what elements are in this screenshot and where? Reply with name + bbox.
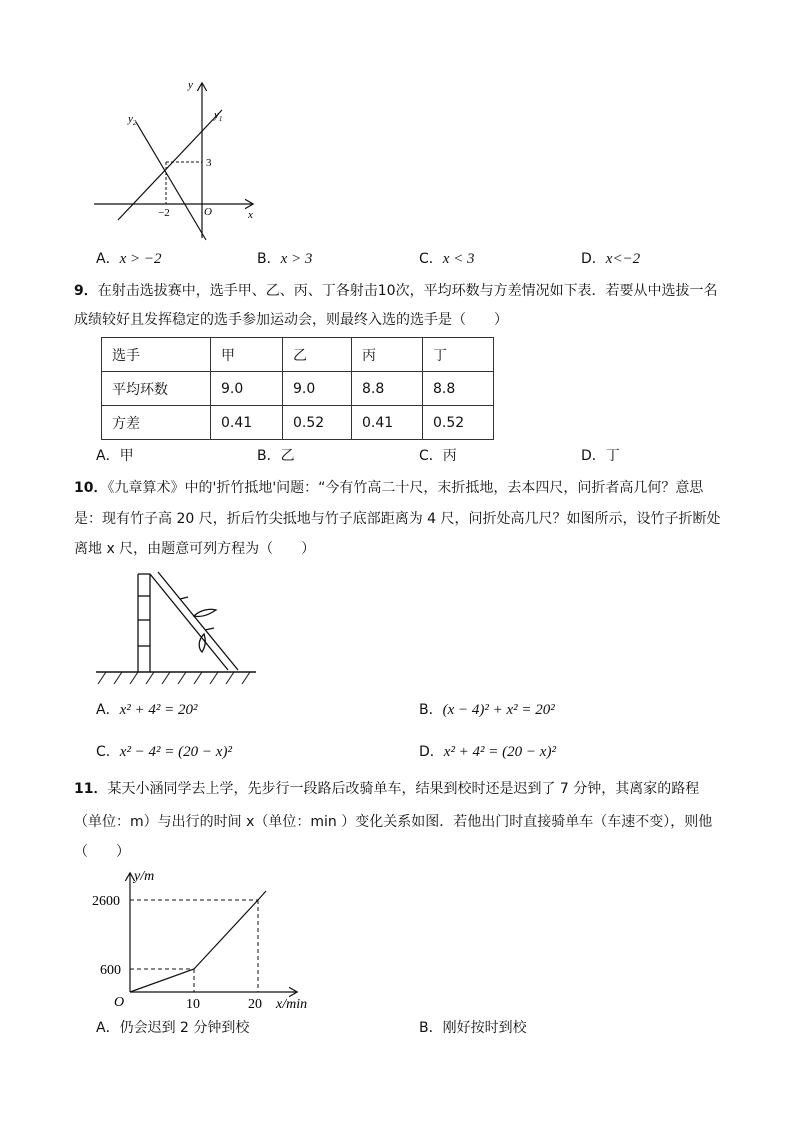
q8-line-y2	[136, 122, 206, 240]
table-cell: 0.41	[211, 406, 283, 440]
q11-question-line2: （单位：m）与出行的时间 x（单位：min ）变化关系如图．若他出门时直接骑单车（车速不变），则他	[74, 814, 713, 830]
table-row	[102, 338, 494, 372]
q8-line2-label: $y_2$	[128, 113, 137, 127]
q8-x-tick: −2	[158, 207, 170, 219]
q11-question-line3: （ ）	[74, 844, 130, 860]
q10-option-a[interactable]: A．x² + 4² = 20²	[96, 702, 198, 718]
q8-graph	[90, 72, 270, 244]
table-cell: 8.8	[352, 372, 423, 406]
q8-y-tick: 3	[206, 157, 212, 169]
q11-origin: O	[114, 995, 125, 1010]
table-cell: 0.41	[352, 406, 423, 440]
q8-origin: O	[204, 206, 212, 218]
q10-option-c[interactable]: C．x² − 4² = (20 − x)²	[96, 744, 232, 760]
q11-x-tick-10: 10	[186, 997, 200, 1012]
q8-option-d[interactable]: D．x<−2	[581, 251, 641, 267]
table-cell: 0.52	[423, 406, 494, 440]
table-cell: 0.52	[283, 406, 352, 440]
q11-option-b[interactable]: B．刚好按时到校	[419, 1020, 527, 1036]
q9-question-line2: 成绩较好且发挥稳定的选手参加运动会，则最终入选的选手是（ ）	[74, 312, 508, 328]
table-cell: 乙	[283, 338, 352, 372]
q10-question-line2: 是：现有竹子高 20 尺，折后竹尖抵地与竹子底部距离为 4 尺，问折处高几尺？如图所示，设竹子折断处	[74, 511, 721, 527]
q11-question-line1: 11．某天小涵同学去上学，先步行一段路后改骑单车，结果到校时还是迟到了 7 分钟，其离家的路程	[74, 781, 700, 797]
table-cell: 选手	[102, 338, 211, 372]
q8-line1-label: $y_1$	[214, 109, 223, 123]
q10-question-line1: 10．《九章算术》中的'折竹抵地'问题：“今有竹高二十尺，末折抵地，去本四尺，问折者高几何？意思	[74, 480, 704, 496]
q10-option-d[interactable]: D．x² + 4² = (20 − x)²	[419, 744, 556, 760]
table-cell: 平均环数	[102, 372, 211, 406]
q10-question-line3: 离地 x 尺，由题意可列方程为（ ）	[74, 541, 316, 557]
q8-option-a[interactable]: A．x > −2	[96, 251, 162, 267]
table-cell: 丁	[423, 338, 494, 372]
q9-option-d[interactable]: D．丁	[581, 448, 620, 464]
table-row	[102, 406, 494, 440]
table-row	[102, 372, 494, 406]
q11-graph	[88, 862, 328, 1014]
q9-option-a[interactable]: A．甲	[96, 448, 134, 464]
q11-y-tick-2600: 2600	[92, 894, 120, 909]
q11-x-label: x/min	[276, 997, 308, 1012]
table-cell: 丙	[352, 338, 423, 372]
q11-y-label: y/m	[134, 869, 155, 884]
table-cell: 方差	[102, 406, 211, 440]
table-cell: 9.0	[211, 372, 283, 406]
q11-option-a[interactable]: A．仍会迟到 2 分钟到校	[96, 1020, 250, 1036]
table-cell: 9.0	[283, 372, 352, 406]
q9-question-line1: 9．在射击选拔赛中，选手甲、乙、丙、丁各射击10次，平均环数与方差情况如下表．若要从中选拔一名	[74, 283, 718, 299]
q8-x-label: x	[248, 209, 253, 221]
q9-option-c[interactable]: C．丙	[419, 448, 457, 464]
q8-option-c[interactable]: C．x < 3	[419, 251, 475, 267]
q11-path-line	[130, 891, 266, 992]
q10-option-b[interactable]: B．(x − 4)² + x² = 20²	[419, 702, 555, 718]
q8-y-label: y	[188, 79, 193, 91]
table-cell: 甲	[211, 338, 283, 372]
q11-x-tick-20: 20	[248, 997, 262, 1012]
table-cell: 8.8	[423, 372, 494, 406]
q10-bamboo-figure	[92, 570, 262, 688]
q9-option-b[interactable]: B．乙	[257, 448, 295, 464]
q8-option-b[interactable]: B．x > 3	[257, 251, 313, 267]
q11-y-tick-600: 600	[100, 963, 121, 978]
q9-score-table	[101, 337, 494, 440]
